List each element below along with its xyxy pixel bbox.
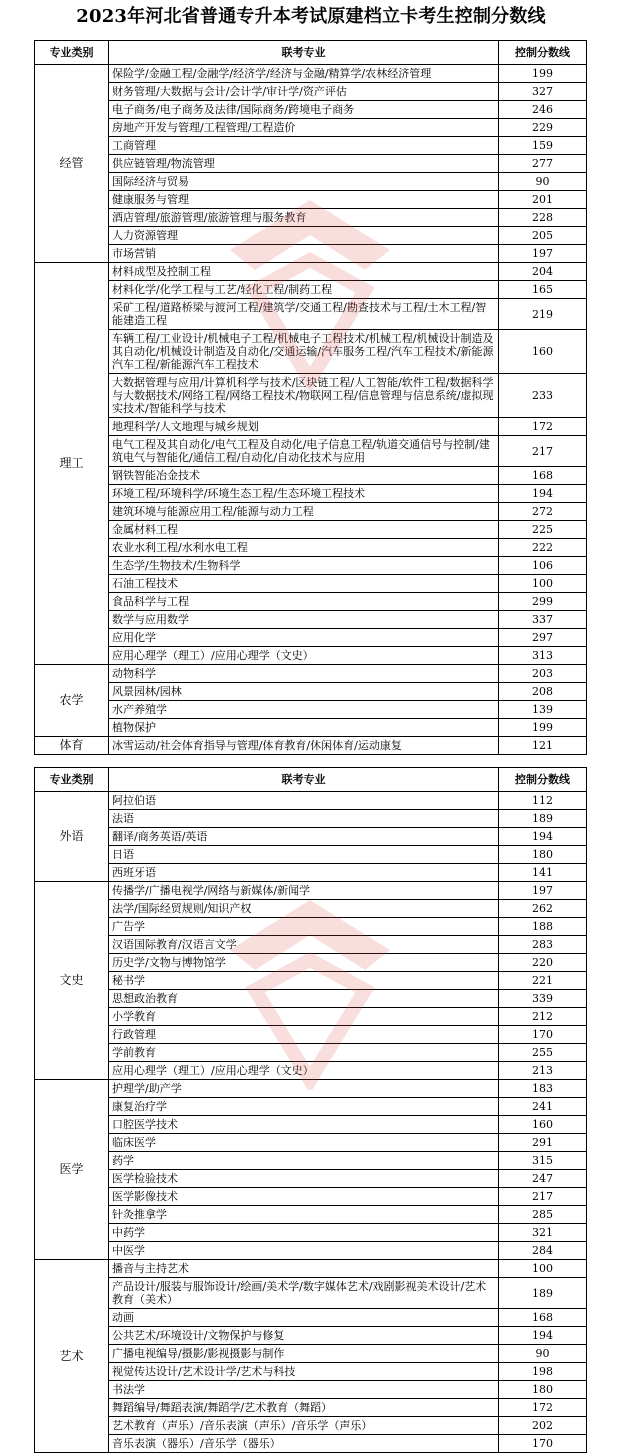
major-cell: 阿拉伯语 (109, 792, 499, 810)
score-cell: 139 (499, 701, 587, 719)
major-cell: 小学教育 (109, 1008, 499, 1026)
table-row (35, 1224, 587, 1242)
table-row (35, 227, 587, 245)
table-row (35, 1026, 587, 1044)
table-row (35, 539, 587, 557)
major-cell: 思想政治教育 (109, 990, 499, 1008)
major-cell: 康复治疗学 (109, 1098, 499, 1116)
table-row (35, 1152, 587, 1170)
score-cell: 228 (499, 209, 587, 227)
table-row (35, 330, 587, 374)
table-row (35, 155, 587, 173)
major-cell: 书法学 (109, 1381, 499, 1399)
score-cell: 337 (499, 611, 587, 629)
major-cell: 供应链管理/物流管理 (109, 155, 499, 173)
major-cell: 保险学/金融工程/金融学/经济学/经济与金融/精算学/农林经济管理 (109, 65, 499, 83)
score-cell: 168 (499, 1309, 587, 1327)
score-cell: 225 (499, 521, 587, 539)
header-category: 专业类别 (35, 41, 109, 65)
table-row (35, 418, 587, 436)
major-cell: 音乐表演（器乐）/音乐学（器乐） (109, 1435, 499, 1453)
major-cell: 翻译/商务英语/英语 (109, 828, 499, 846)
table-row (35, 611, 587, 629)
major-cell: 口腔医学技术 (109, 1116, 499, 1134)
score-table-1 (34, 40, 587, 755)
table-row (35, 1345, 587, 1363)
score-cell: 255 (499, 1044, 587, 1062)
table-row (35, 263, 587, 281)
score-cell: 205 (499, 227, 587, 245)
table-row (35, 864, 587, 882)
table-row (35, 846, 587, 864)
table-row (35, 436, 587, 467)
major-cell: 护理学/助产学 (109, 1080, 499, 1098)
major-cell: 人力资源管理 (109, 227, 499, 245)
table-row (35, 683, 587, 701)
score-cell: 199 (499, 719, 587, 737)
table-row (35, 119, 587, 137)
score-cell: 165 (499, 281, 587, 299)
score-cell: 189 (499, 810, 587, 828)
score-cell: 100 (499, 1260, 587, 1278)
score-cell: 201 (499, 191, 587, 209)
table-row (35, 1309, 587, 1327)
major-cell: 法学/国际经贸规则/知识产权 (109, 900, 499, 918)
table-row (35, 828, 587, 846)
score-cell: 291 (499, 1134, 587, 1152)
major-cell: 行政管理 (109, 1026, 499, 1044)
score-cell: 194 (499, 828, 587, 846)
table-row (35, 1363, 587, 1381)
score-cell: 203 (499, 665, 587, 683)
major-cell: 动画 (109, 1309, 499, 1327)
score-cell: 277 (499, 155, 587, 173)
major-cell: 产品设计/服装与服饰设计/绘画/美术学/数字媒体艺术/戏剧影视美术设计/艺术教育（美术） (109, 1278, 499, 1309)
score-cell: 221 (499, 972, 587, 990)
table-row (35, 629, 587, 647)
score-cell: 220 (499, 954, 587, 972)
category-cell: 农学 (35, 665, 109, 737)
table-row (35, 1008, 587, 1026)
score-cell: 180 (499, 846, 587, 864)
table-row (35, 1044, 587, 1062)
major-cell: 车辆工程/工业设计/机械电子工程/机械电子工程技术/机械工程/机械设计制造及其自动化/机械设计制造及自动化/交通运输/汽车服务工程/汽车工程技术/新能源汽车工程/新能源汽车工程技术 (109, 330, 499, 374)
score-cell: 222 (499, 539, 587, 557)
header-major: 联考专业 (109, 768, 499, 792)
major-cell: 医学检验技术 (109, 1170, 499, 1188)
table-row (35, 593, 587, 611)
category-cell: 文史 (35, 882, 109, 1080)
score-cell: 299 (499, 593, 587, 611)
major-cell: 日语 (109, 846, 499, 864)
major-cell: 针灸推拿学 (109, 1206, 499, 1224)
table-row (35, 1134, 587, 1152)
major-cell: 风景园林/园林 (109, 683, 499, 701)
major-cell: 食品科学与工程 (109, 593, 499, 611)
major-cell: 市场营销 (109, 245, 499, 263)
table-row (35, 810, 587, 828)
major-cell: 电子商务/电子商务及法律/国际商务/跨境电子商务 (109, 101, 499, 119)
major-cell: 健康服务与管理 (109, 191, 499, 209)
table-row (35, 1242, 587, 1260)
major-cell: 中药学 (109, 1224, 499, 1242)
table-row (35, 137, 587, 155)
major-cell: 数学与应用数学 (109, 611, 499, 629)
score-cell: 246 (499, 101, 587, 119)
table-row (35, 1399, 587, 1417)
table-row (35, 1098, 587, 1116)
score-cell: 208 (499, 683, 587, 701)
table-row (35, 954, 587, 972)
major-cell: 酒店管理/旅游管理/旅游管理与服务教育 (109, 209, 499, 227)
page-title: 2023年河北省普通专升本考试原建档立卡考生控制分数线 (76, 6, 546, 27)
major-cell: 房地产开发与管理/工程管理/工程造价 (109, 119, 499, 137)
table-row (35, 972, 587, 990)
category-cell: 经管 (35, 65, 109, 263)
table-row (35, 467, 587, 485)
score-cell: 159 (499, 137, 587, 155)
table-row (35, 1278, 587, 1309)
category-cell: 医学 (35, 1080, 109, 1260)
major-cell: 汉语国际教育/汉语言文学 (109, 936, 499, 954)
score-cell: 183 (499, 1080, 587, 1098)
category-cell: 体育 (35, 737, 109, 755)
table-row (35, 792, 587, 810)
major-cell: 财务管理/大数据与会计/会计学/审计学/资产评估 (109, 83, 499, 101)
major-cell: 植物保护 (109, 719, 499, 737)
score-cell: 229 (499, 119, 587, 137)
major-cell: 公共艺术/环境设计/文物保护与修复 (109, 1327, 499, 1345)
table-row (35, 521, 587, 539)
table-row (35, 918, 587, 936)
major-cell: 环境工程/环境科学/环境生态工程/生态环境工程技术 (109, 485, 499, 503)
score-cell: 283 (499, 936, 587, 954)
score-cell: 339 (499, 990, 587, 1008)
table-row (35, 1080, 587, 1098)
major-cell: 艺术教育（声乐）/音乐表演（声乐）/音乐学（声乐） (109, 1417, 499, 1435)
table-row (35, 557, 587, 575)
header-category: 专业类别 (35, 768, 109, 792)
major-cell: 水产养殖学 (109, 701, 499, 719)
score-cell: 90 (499, 1345, 587, 1363)
major-cell: 临床医学 (109, 1134, 499, 1152)
major-cell: 大数据管理与应用/计算机科学与技术/区块链工程/人工智能/软件工程/数据科学与大数据技术/网络工程/网络工程技术/物联网工程/信息管理与信息系统/虚拟现实技术/智能科学与技术 (109, 374, 499, 418)
table-row (35, 665, 587, 683)
score-cell: 172 (499, 1399, 587, 1417)
score-cell: 217 (499, 436, 587, 467)
table-row (35, 719, 587, 737)
table-row (35, 1188, 587, 1206)
table-row (35, 1381, 587, 1399)
table-row (35, 1206, 587, 1224)
major-cell: 工商管理 (109, 137, 499, 155)
score-cell: 170 (499, 1435, 587, 1453)
table-row (35, 281, 587, 299)
score-cell: 112 (499, 792, 587, 810)
major-cell: 金属材料工程 (109, 521, 499, 539)
table-header-row (35, 768, 587, 792)
score-cell: 199 (499, 65, 587, 83)
major-cell: 钢铁智能冶金技术 (109, 467, 499, 485)
major-cell: 采矿工程/道路桥梁与渡河工程/建筑学/交通工程/勘查技术与工程/土木工程/智能建造工程 (109, 299, 499, 330)
score-cell: 297 (499, 629, 587, 647)
table-row (35, 1116, 587, 1134)
major-cell: 地理科学/人文地理与城乡规划 (109, 418, 499, 436)
major-cell: 秘书学 (109, 972, 499, 990)
table-row (35, 882, 587, 900)
score-cell: 194 (499, 485, 587, 503)
score-cell: 262 (499, 900, 587, 918)
category-cell: 理工 (35, 263, 109, 665)
table-row (35, 701, 587, 719)
table-row (35, 575, 587, 593)
score-cell: 213 (499, 1062, 587, 1080)
score-cell: 189 (499, 1278, 587, 1309)
score-cell: 284 (499, 1242, 587, 1260)
score-cell: 168 (499, 467, 587, 485)
table-row (35, 1417, 587, 1435)
score-cell: 204 (499, 263, 587, 281)
major-cell: 应用化学 (109, 629, 499, 647)
header-score: 控制分数线 (499, 41, 587, 65)
score-cell: 321 (499, 1224, 587, 1242)
score-cell: 172 (499, 418, 587, 436)
header-major: 联考专业 (109, 41, 499, 65)
major-cell: 历史学/文物与博物馆学 (109, 954, 499, 972)
score-cell: 197 (499, 245, 587, 263)
major-cell: 广播电视编导/摄影/影视摄影与制作 (109, 1345, 499, 1363)
score-cell: 100 (499, 575, 587, 593)
major-cell: 播音与主持艺术 (109, 1260, 499, 1278)
major-cell: 生态学/生物技术/生物科学 (109, 557, 499, 575)
table-row (35, 1062, 587, 1080)
table-header-row (35, 41, 587, 65)
major-cell: 舞蹈编导/舞蹈表演/舞蹈学/艺术教育（舞蹈） (109, 1399, 499, 1417)
major-cell: 应用心理学（理工）/应用心理学（文史） (109, 1062, 499, 1080)
score-cell: 197 (499, 882, 587, 900)
major-cell: 传播学/广播电视学/网络与新媒体/新闻学 (109, 882, 499, 900)
score-cell: 202 (499, 1417, 587, 1435)
category-cell: 外语 (35, 792, 109, 882)
major-cell: 应用心理学（理工）/应用心理学（文史） (109, 647, 499, 665)
major-cell: 西班牙语 (109, 864, 499, 882)
table-row (35, 374, 587, 418)
table-row (35, 737, 587, 755)
score-cell: 141 (499, 864, 587, 882)
major-cell: 石油工程技术 (109, 575, 499, 593)
table-row (35, 1260, 587, 1278)
major-cell: 广告学 (109, 918, 499, 936)
score-cell: 90 (499, 173, 587, 191)
major-cell: 材料化学/化学工程与工艺/轻化工程/制药工程 (109, 281, 499, 299)
major-cell: 材料成型及控制工程 (109, 263, 499, 281)
major-cell: 视觉传达设计/艺术设计学/艺术与科技 (109, 1363, 499, 1381)
score-table-2 (34, 767, 587, 1453)
score-cell: 247 (499, 1170, 587, 1188)
table-row (35, 1435, 587, 1453)
table-row (35, 990, 587, 1008)
table-row (35, 245, 587, 263)
major-cell: 法语 (109, 810, 499, 828)
score-cell: 272 (499, 503, 587, 521)
score-cell: 170 (499, 1026, 587, 1044)
score-cell: 327 (499, 83, 587, 101)
table-row (35, 209, 587, 227)
header-score: 控制分数线 (499, 768, 587, 792)
major-cell: 中医学 (109, 1242, 499, 1260)
major-cell: 电气工程及其自动化/电气工程及自动化/电子信息工程/轨道交通信号与控制/建筑电气与智能化/通信工程/自动化/自动化技术与应用 (109, 436, 499, 467)
score-cell: 106 (499, 557, 587, 575)
major-cell: 建筑环境与能源应用工程/能源与动力工程 (109, 503, 499, 521)
score-cell: 241 (499, 1098, 587, 1116)
major-cell: 药学 (109, 1152, 499, 1170)
table-row (35, 101, 587, 119)
score-cell: 198 (499, 1363, 587, 1381)
major-cell: 医学影像技术 (109, 1188, 499, 1206)
score-cell: 188 (499, 918, 587, 936)
major-cell: 冰雪运动/社会体育指导与管理/体育教育/休闲体育/运动康复 (109, 737, 499, 755)
score-cell: 313 (499, 647, 587, 665)
score-cell: 180 (499, 1381, 587, 1399)
score-cell: 121 (499, 737, 587, 755)
table-row (35, 485, 587, 503)
table-row (35, 83, 587, 101)
table-row (35, 1170, 587, 1188)
major-cell: 农业水利工程/水利水电工程 (109, 539, 499, 557)
major-cell: 学前教育 (109, 1044, 499, 1062)
table-row (35, 1327, 587, 1345)
table-row (35, 65, 587, 83)
score-cell: 212 (499, 1008, 587, 1026)
table-row (35, 173, 587, 191)
category-cell: 艺术 (35, 1260, 109, 1453)
score-cell: 217 (499, 1188, 587, 1206)
table-row (35, 191, 587, 209)
score-cell: 219 (499, 299, 587, 330)
major-cell: 国际经济与贸易 (109, 173, 499, 191)
score-cell: 160 (499, 1116, 587, 1134)
major-cell: 动物科学 (109, 665, 499, 683)
score-cell: 160 (499, 330, 587, 374)
score-cell: 194 (499, 1327, 587, 1345)
table-row (35, 299, 587, 330)
score-cell: 285 (499, 1206, 587, 1224)
table-row (35, 900, 587, 918)
score-cell: 233 (499, 374, 587, 418)
table-row (35, 503, 587, 521)
table-row (35, 936, 587, 954)
score-cell: 315 (499, 1152, 587, 1170)
table-row (35, 647, 587, 665)
